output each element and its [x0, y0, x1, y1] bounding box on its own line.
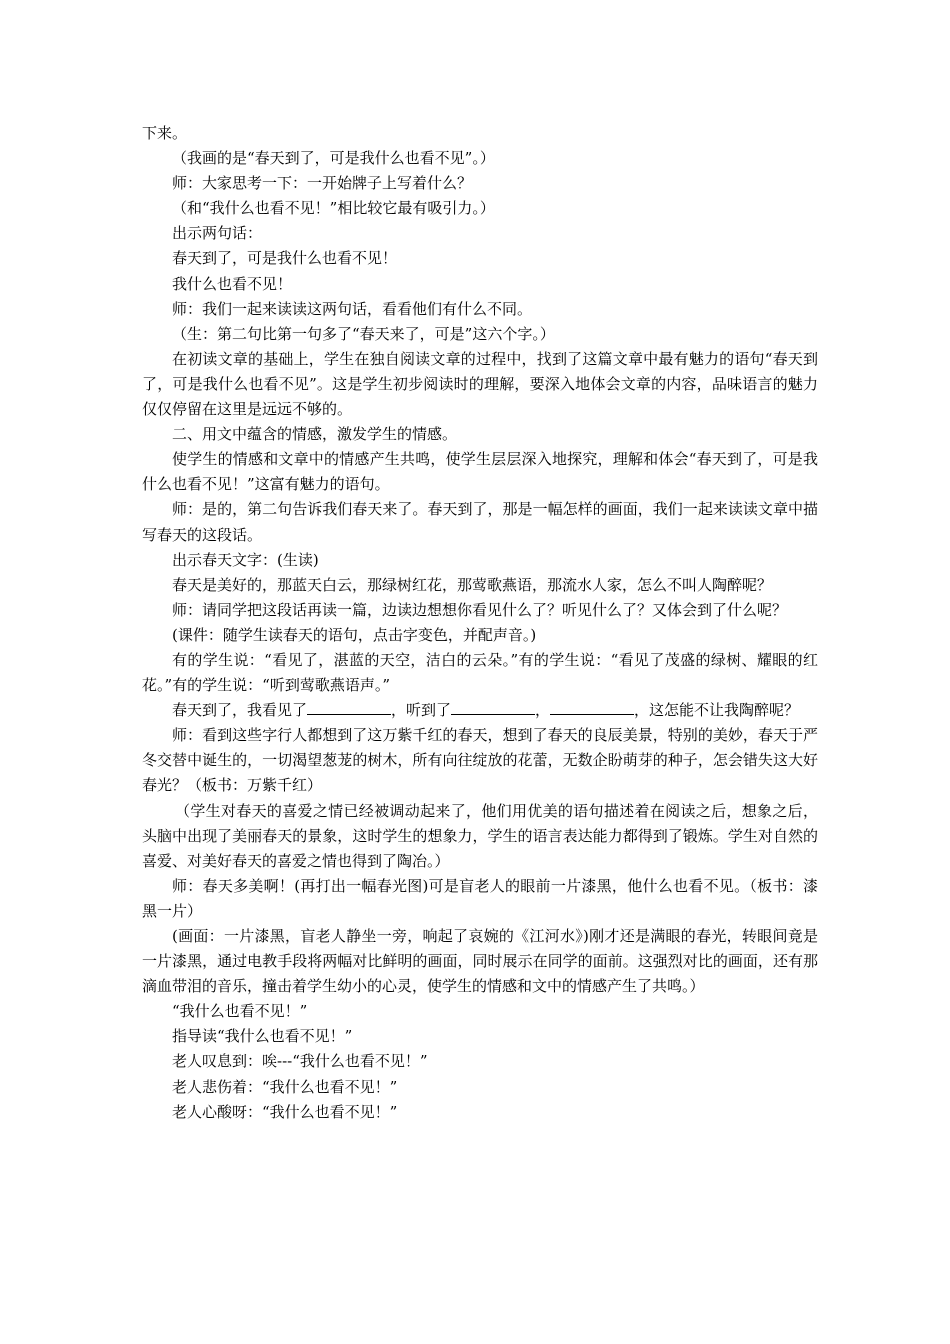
- paragraph: 在初读文章的基础上，学生在独自阅读文章的过程中，找到了这篇文章中最有魅力的语句“春天到了，可是我什么也看不见”。这是学生初步阅读时的理解，要深入地体会文章的内容，品味语言的魅力仅仅停留在这里是远远不够的。: [142, 349, 818, 419]
- fill-in-blank-paragraph: [142, 698, 818, 723]
- paragraph: “我什么也看不见！”: [172, 1002, 308, 1021]
- fill-blank: [550, 702, 634, 715]
- paragraph: 出示春天文字：(生读): [172, 550, 319, 569]
- paragraph: 师：我们一起来读读这两句话，看看他们有什么不同。: [172, 299, 533, 318]
- paragraph: 春天是美好的，那蓝天白云，那绿树红花，那莺歌燕语，那流水人家，怎么不叫人陶醉呢？: [172, 575, 773, 594]
- paragraph: 老人叹息到：唉---“我什么也看不见！”: [172, 1052, 428, 1071]
- paragraph: 师：大家思考一下：一开始牌子上写着什么？: [172, 174, 473, 193]
- paragraph: 指导读“我什么也看不见！”: [172, 1027, 353, 1046]
- paragraph: 师：请同学把这段话再读一篇，边读边想想你看见什么了？听见什么了？又体会到了什么呢？: [172, 600, 788, 619]
- paragraph: （我画的是“春天到了，可是我什么也看不见”。）: [172, 149, 495, 168]
- paragraph: 师：看到这些字行人都想到了这万紫千红的春天，想到了春天的良辰美景，特别的美妙，春天于严冬交替中诞生的，一切渴望葱茏的树木，所有向往绽放的花蕾，无数企盼萌芽的种子，怎会错失这大好春光？（板书：万紫千红）: [142, 726, 818, 795]
- paragraph: 老人悲伤着：“我什么也看不见！”: [172, 1077, 398, 1096]
- blank-sentence-part: ，这怎能不让我陶醉呢？: [634, 701, 800, 720]
- paragraph: 师：是的，第二句告诉我们春天来了。春天到了，那是一幅怎样的画面，我们一起来读读文章中描写春天的这段话。: [142, 500, 818, 544]
- paragraph: （生：第二句比第一句多了“春天来了，可是”这六个字。）: [172, 324, 555, 343]
- paragraph: 我什么也看不见！: [172, 274, 293, 293]
- paragraph: 下来。: [142, 124, 188, 142]
- paragraph: （和“我什么也看不见！”相比较它最有吸引力。）: [172, 199, 495, 218]
- paragraph: (画面：一片漆黑，盲老人静坐一旁，响起了哀婉的《江河水》)刚才还是满眼的春光，转眼间竟是一片漆黑，通过电教手段将两幅对比鲜明的画面，同时展示在同学的面前。这强烈对比的画面，还有那滴血带泪的音乐，撞击着学生幼小的心灵，使学生的情感和文中的情感产生了共鸣。）: [142, 927, 818, 996]
- paragraph: 使学生的情感和文章中的情感产生共鸣，使学生层层深入地探究，理解和体会“春天到了，可是我什么也看不见！”这富有魅力的语句。: [142, 450, 818, 494]
- paragraph: 老人心酸呀：“我什么也看不见！”: [172, 1102, 398, 1121]
- paragraph: 有的学生说：“看见了，湛蓝的天空，洁白的云朵。”有的学生说：“看见了茂盛的绿树、耀眼的红花。”有的学生说：“听到莺歌燕语声。”: [142, 650, 818, 695]
- fill-blank: [307, 702, 391, 715]
- paragraph: 师：春天多美啊！(再打出一幅春光图)可是盲老人的眼前一片漆黑，他什么也看不见。（板书：漆黑一片）: [142, 876, 818, 920]
- paragraph: 出示两句话：: [172, 224, 263, 243]
- paragraph: 二、用文中蕴含的情感，激发学生的情感。: [172, 425, 458, 444]
- fill-blank: [451, 702, 535, 715]
- document-page: [142, 121, 818, 1125]
- blank-sentence-part: ，: [535, 701, 551, 720]
- blank-sentence-part: ，听到了: [391, 701, 452, 720]
- paragraph: 春天到了，可是我什么也看不见！: [172, 249, 398, 268]
- paragraph: (课件：随学生读春天的语句，点击字变色，并配声音。): [172, 625, 537, 644]
- paragraph: （学生对春天的喜爱之情已经被调动起来了，他们用优美的语句描述着在阅读之后，想象之后，头脑中出现了美丽春天的景象，这时学生的想象力，学生的语言表达能力都得到了锻炼。学生对自然的喜爱、对美好春天的喜爱之情也得到了陶冶。）: [142, 801, 818, 870]
- blank-sentence-part: 春天到了，我看见了: [172, 701, 308, 720]
